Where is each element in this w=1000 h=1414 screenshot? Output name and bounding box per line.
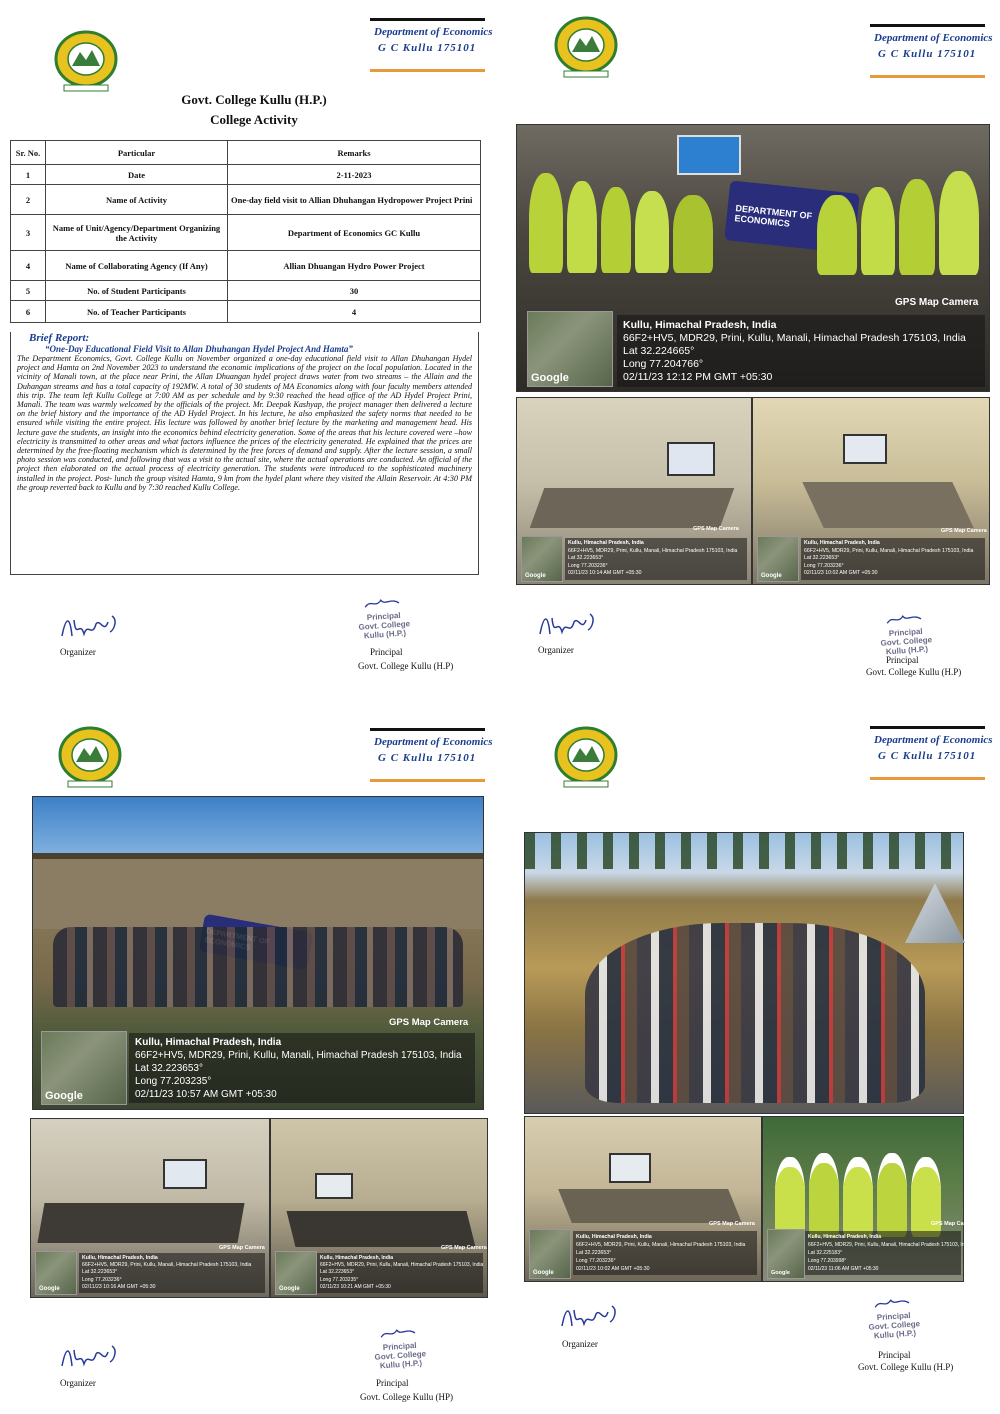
gps-minimap: [529, 1229, 571, 1279]
report-body: The Department Economics, Govt. College Kullu on November organized a one-day educational field visit to Allan Dhuhangan Hydel project and Hamta on 2nd November 2023 to understand the economic implications of the project on the local population. Located in the vicinity of Manali town, at the place near Prini, the Allan Dhuangan hydel project draws water from two streams – the Allain and the Duhangan streams and has a total capacity of 192MW. A total of 30 students of MA Economics along with four faculty members attended this trip. The team left Kullu College at 7:00 AM as per schedule and by 9:30 reached the head office of the AD Hydel Project Prini, Manali. The team was warmly welcomed by the officials of the project. Mr. Deepak Kashyap, the project manager then delivered a lecture on the brief history and the importance of the AD Hydel Project. In his lecture, he also emphasized the safety norms that needed to be ensured while visiting the entire project. His lecture was followed by another brief lecture by the marketing and management head. His lecture gave the students, an insight into the economics behind electricity generation. Some of the areas that his lecture covered were –how electricity is transmitted to other areas and what factors influence the prices of the electricity generated. He explained that the prices are determined by the free-floating mechanism which is determined by the free forces of demand and supply. After the lecture session, a small photo session was conducted, and following that was a visit to the actual site, where the actual operations are conducted. An official of the project then elaborated on the actual process of electricity generation. The students were introduced to the sophisticated machinery installed in the project. Post- lunch the group visited Hamta, 9 km from the hydel plant where they visited the Allain Reservoir. At 4:30 PM the group reverted back to Kullu and by 7:30 reached Kullu College.: [17, 354, 472, 492]
department-name: Department of Economics: [874, 734, 993, 746]
lecture-hall-photo: [524, 1116, 762, 1282]
gps-info-overlay: [805, 1231, 972, 1275]
tunnel-sign: [677, 135, 741, 175]
gps-long: Long 77.203236°: [568, 562, 608, 569]
gps-lat: Lat 32.223653°: [82, 1269, 118, 1276]
college-seal-logo: [54, 30, 118, 92]
gps-time: 02/11/23 10:21 AM GMT +05:30: [320, 1283, 391, 1290]
participants-group: [53, 927, 463, 1007]
projector-screen: [315, 1173, 353, 1199]
lecture-hall-photo: [30, 1118, 270, 1298]
participant: [775, 1157, 805, 1237]
lecture-hall-photo: [270, 1118, 488, 1298]
projector-screen: [609, 1153, 651, 1183]
principal-label: Principal: [886, 655, 919, 665]
gps-address: 66F2+HV5, MDR29, Prini, Kullu, Manali, Himachal Pradesh 175103, India: [82, 1262, 252, 1269]
gps-info-overlay: [129, 1033, 475, 1103]
gps-address: 66F2+HV5, MDR29, Prini, Kullu, Manali, Himachal Pradesh 175103, India: [568, 547, 738, 554]
college-seal-logo: [554, 726, 618, 788]
gps-address: 66F2+HV5, MDR29, Prini, Kullu, Manali, Himachal Pradesh 175103, India: [804, 547, 974, 554]
college-seal-logo: [554, 16, 618, 78]
principal-stamp: [373, 1324, 427, 1370]
table-cell: One-day field visit to Allian Dhuhangan Hydropower Project Prini: [228, 185, 481, 215]
banner-text: DEPARTMENT OF ECONOMICS: [734, 203, 813, 229]
table-row: [11, 251, 481, 281]
participant: [601, 187, 631, 273]
gps-place: Kullu, Himachal Pradesh, India: [320, 1255, 394, 1261]
department-address: G C Kullu 175101: [878, 750, 977, 762]
gps-brand-label: GPS Map Camera: [693, 526, 739, 532]
gps-time: 02/11/23 10:02 AM GMT +05:30: [576, 1266, 650, 1272]
gps-address: 66F2+HV5, MDR29, Prini, Kullu, Manali, Himachal Pradesh 175103, India: [320, 1262, 484, 1269]
gps-brand-label: GPS Map Camera: [709, 1221, 755, 1227]
gps-long: Long 77.203998°: [808, 1258, 847, 1264]
table-row: [11, 281, 481, 301]
principal-label: Principal: [376, 1378, 409, 1388]
stamp-line: Principal: [366, 610, 401, 623]
gps-address: 66F2+HV5, MDR29, Prini, Kullu, Manali, Himachal Pradesh 175103, India: [623, 332, 966, 344]
participant: [635, 191, 669, 273]
table-cell: Allian Dhuangan Hydro Power Project: [228, 251, 481, 281]
gps-brand-label: GPS Map Camera: [895, 297, 979, 308]
college-building: [33, 853, 483, 929]
table-cell: 4: [228, 301, 481, 323]
stamp-line: Kullu (H.P.): [363, 628, 407, 641]
gps-info-overlay: [317, 1253, 483, 1293]
college-title: Govt. College Kullu (H.P.): [181, 92, 327, 107]
organizer-label: Organizer: [60, 647, 96, 657]
department-stamp: [370, 728, 493, 782]
table-row: [11, 185, 481, 215]
gps-place: Kullu, Himachal Pradesh, India: [623, 319, 777, 331]
participant: [861, 187, 895, 275]
participant: [817, 195, 857, 275]
stamp-line: Principal: [888, 626, 923, 639]
gps-minimap: [757, 536, 799, 582]
gps-lat: Lat 32.223653°: [568, 555, 604, 561]
table-cell: No. of Teacher Participants: [46, 301, 228, 323]
participant: [939, 171, 979, 275]
google-label: Google: [761, 573, 782, 579]
gps-address: 66F2+HV5, MDR29, Prini, Kullu, Manali, Himachal Pradesh 175103, India: [808, 1242, 972, 1248]
organizer-signature: [58, 1340, 126, 1374]
stamp-line: Kullu (H.P.): [379, 1358, 423, 1371]
participant: [843, 1157, 873, 1237]
department-name: Department of Economics: [374, 26, 493, 38]
gps-minimap: [41, 1031, 127, 1105]
brief-report-box: [10, 332, 479, 575]
department-address: G C Kullu 175101: [378, 752, 477, 764]
department-stamp: [870, 24, 993, 78]
table-cell: 4: [11, 251, 46, 281]
organizer-label: Organizer: [562, 1339, 598, 1349]
gps-info-overlay: [573, 1231, 757, 1275]
google-label: Google: [771, 1270, 790, 1276]
table-row: [11, 165, 481, 185]
gps-lat: Lat 32.225183°: [808, 1250, 842, 1256]
gps-long: Long 77.203236°: [576, 1258, 616, 1264]
table-cell: Name of Activity: [46, 185, 228, 215]
conference-table: [530, 488, 735, 528]
participant: [567, 181, 597, 273]
table-cell: No. of Student Participants: [46, 281, 228, 301]
gps-lat: Lat 32.223653°: [135, 1063, 203, 1074]
department-name: Department of Economics: [374, 736, 493, 748]
table-cell: 3: [11, 215, 46, 251]
department-stamp: [370, 18, 493, 72]
gps-info-overlay: [79, 1253, 265, 1293]
organizer-signature: [558, 1300, 626, 1334]
google-label: Google: [45, 1090, 83, 1102]
stamp-line: Govt. College: [358, 619, 411, 632]
gps-long: Long 77.203236°: [804, 562, 844, 569]
activity-heading: College Activity: [210, 112, 298, 127]
gps-info-overlay: [565, 538, 747, 580]
gps-lat: Lat 32.223653°: [320, 1269, 354, 1276]
stamp-line: Principal: [876, 1310, 911, 1323]
projector-screen: [843, 434, 887, 464]
table-header: Sr. No.: [11, 141, 46, 165]
gps-place: Kullu, Himachal Pradesh, India: [568, 540, 644, 546]
table-cell: Name of Unit/Agency/Department Organizing the Activity: [46, 215, 228, 251]
participants-group: [585, 923, 925, 1103]
principal-stamp: [879, 610, 933, 656]
gps-long: Long 77.203236°: [82, 1276, 122, 1283]
college-label: Govt. College Kullu (HP): [360, 1392, 453, 1402]
group-photo-tunnel: [516, 124, 990, 392]
table-cell: Date: [46, 165, 228, 185]
projector-screen: [667, 442, 715, 476]
table-cell: 1: [11, 165, 46, 185]
college-seal-logo: [58, 726, 122, 788]
college-label: Govt. College Kullu (H.P): [358, 661, 454, 671]
stamp-line: Govt. College: [868, 1319, 921, 1332]
college-label: Govt. College Kullu (H.P): [866, 667, 962, 677]
gps-time: 02/11/23 10:57 AM GMT +05:30: [135, 1089, 277, 1100]
principal-signature: [362, 595, 403, 612]
conference-table: [802, 482, 973, 528]
organizer-signature: [536, 608, 604, 642]
gps-minimap: [275, 1251, 317, 1295]
activity-table: [10, 140, 481, 323]
organizer-label: Organizer: [60, 1378, 96, 1388]
group-photo-building: [32, 796, 484, 1110]
google-label: Google: [531, 372, 569, 384]
gps-brand-label: GPS Map Camera: [941, 528, 987, 534]
table-cell: 2: [11, 185, 46, 215]
gps-info-overlay: [617, 315, 985, 387]
stamp-line: Govt. College: [374, 1349, 427, 1362]
gps-brand-label: GPS Map Camera: [219, 1245, 265, 1251]
table-cell: 5: [11, 281, 46, 301]
students-seated: [37, 1203, 244, 1243]
table-header-row: [11, 141, 481, 165]
organizer-signature: [58, 610, 126, 644]
projector-screen: [163, 1159, 207, 1189]
google-label: Google: [279, 1286, 300, 1292]
table-header: Remarks: [228, 141, 481, 165]
gps-brand-label: GPS Map Camera: [389, 1017, 469, 1028]
table-header: Particular: [46, 141, 228, 165]
stamp-line: Principal: [382, 1340, 417, 1353]
gps-time: 02/11/23 10:16 AM GMT +05:30: [82, 1283, 156, 1290]
students-seated: [287, 1211, 476, 1247]
gps-minimap: [521, 536, 563, 582]
organizer-label: Organizer: [538, 645, 574, 655]
principal-label: Principal: [878, 1350, 911, 1360]
gps-time: 02/11/23 12:12 PM GMT +05:30: [623, 371, 773, 383]
gps-minimap: [767, 1229, 805, 1279]
gps-lat: Lat 32.224665°: [623, 345, 695, 357]
gps-time: 02/11/23 10:14 AM GMT +05:30: [568, 570, 642, 576]
group-photo-hamta: [524, 832, 964, 1114]
gps-place: Kullu, Himachal Pradesh, India: [808, 1234, 882, 1240]
table-cell: 30: [228, 281, 481, 301]
gps-minimap: [35, 1251, 77, 1295]
snow-peak: [905, 883, 965, 943]
gps-info-overlay: [801, 538, 985, 580]
gps-place: Kullu, Himachal Pradesh, India: [576, 1234, 652, 1240]
conference-table: [558, 1189, 742, 1223]
gps-long: Long 77.203235°: [320, 1276, 359, 1283]
principal-stamp: [867, 1294, 921, 1340]
stamp-line: Govt. College: [880, 635, 933, 648]
gps-address: 66F2+HV5, MDR29, Prini, Kullu, Manali, Himachal Pradesh 175103, India: [576, 1242, 746, 1248]
gps-brand-label: GPS Map Camera: [441, 1245, 487, 1251]
participant: [673, 195, 713, 273]
gps-place: Kullu, Himachal Pradesh, India: [82, 1255, 158, 1261]
table-row: [11, 215, 481, 251]
department-name: Department of Economics: [874, 32, 993, 44]
table-cell: Name of Collaborating Agency (If Any): [46, 251, 228, 281]
lecture-hall-photo: [516, 397, 752, 585]
principal-label: Principal: [370, 647, 403, 657]
table-row: [11, 301, 481, 323]
google-label: Google: [533, 1270, 554, 1276]
participant: [809, 1153, 839, 1237]
principal-signature: [378, 1325, 419, 1342]
gps-brand-label: GPS Map Camera: [931, 1221, 977, 1227]
table-cell: Department of Economics GC Kullu: [228, 215, 481, 251]
gps-lat: Lat 32.223653°: [804, 555, 840, 561]
principal-signature: [872, 1295, 913, 1312]
google-label: Google: [525, 573, 546, 579]
gps-time: 02/11/23 10:02 AM GMT +05:30: [804, 570, 878, 576]
participant: [899, 179, 935, 275]
report-subtitle: “One-Day Educational Field Visit to Allan Dhuhangan Hydel Project And Hamta”: [45, 344, 353, 354]
gps-long: Long 77.203235°: [135, 1076, 212, 1087]
department-address: G C Kullu 175101: [878, 48, 977, 60]
participant: [529, 173, 563, 273]
college-label: Govt. College Kullu (H.P): [858, 1362, 954, 1372]
table-cell: 6: [11, 301, 46, 323]
stamp-line: Kullu (H.P.): [873, 1328, 917, 1341]
gps-minimap: [527, 311, 613, 387]
group-photo-hardhats: [762, 1116, 977, 1282]
principal-signature: [884, 611, 925, 628]
lecture-hall-photo: [752, 397, 990, 585]
gps-place: Kullu, Himachal Pradesh, India: [804, 540, 880, 546]
google-label: Google: [39, 1286, 60, 1292]
pine-trees: [525, 833, 963, 869]
principal-stamp: [357, 594, 411, 640]
department-stamp: [870, 726, 993, 780]
gps-time: 02/11/23 11:06 AM GMT +05:30: [808, 1266, 879, 1272]
gps-lat: Lat 32.223653°: [576, 1250, 612, 1256]
report-heading: Brief Report:: [29, 332, 90, 344]
participant: [877, 1153, 907, 1237]
gps-address: 66F2+HV5, MDR29, Prini, Kullu, Manali, Himachal Pradesh 175103, India: [135, 1050, 462, 1061]
gps-place: Kullu, Himachal Pradesh, India: [135, 1037, 282, 1048]
department-address: G C Kullu 175101: [378, 42, 477, 54]
table-cell: 2-11-2023: [228, 165, 481, 185]
stamp-line: Kullu (H.P.): [885, 644, 929, 657]
gps-long: Long 77.204766°: [623, 358, 704, 370]
